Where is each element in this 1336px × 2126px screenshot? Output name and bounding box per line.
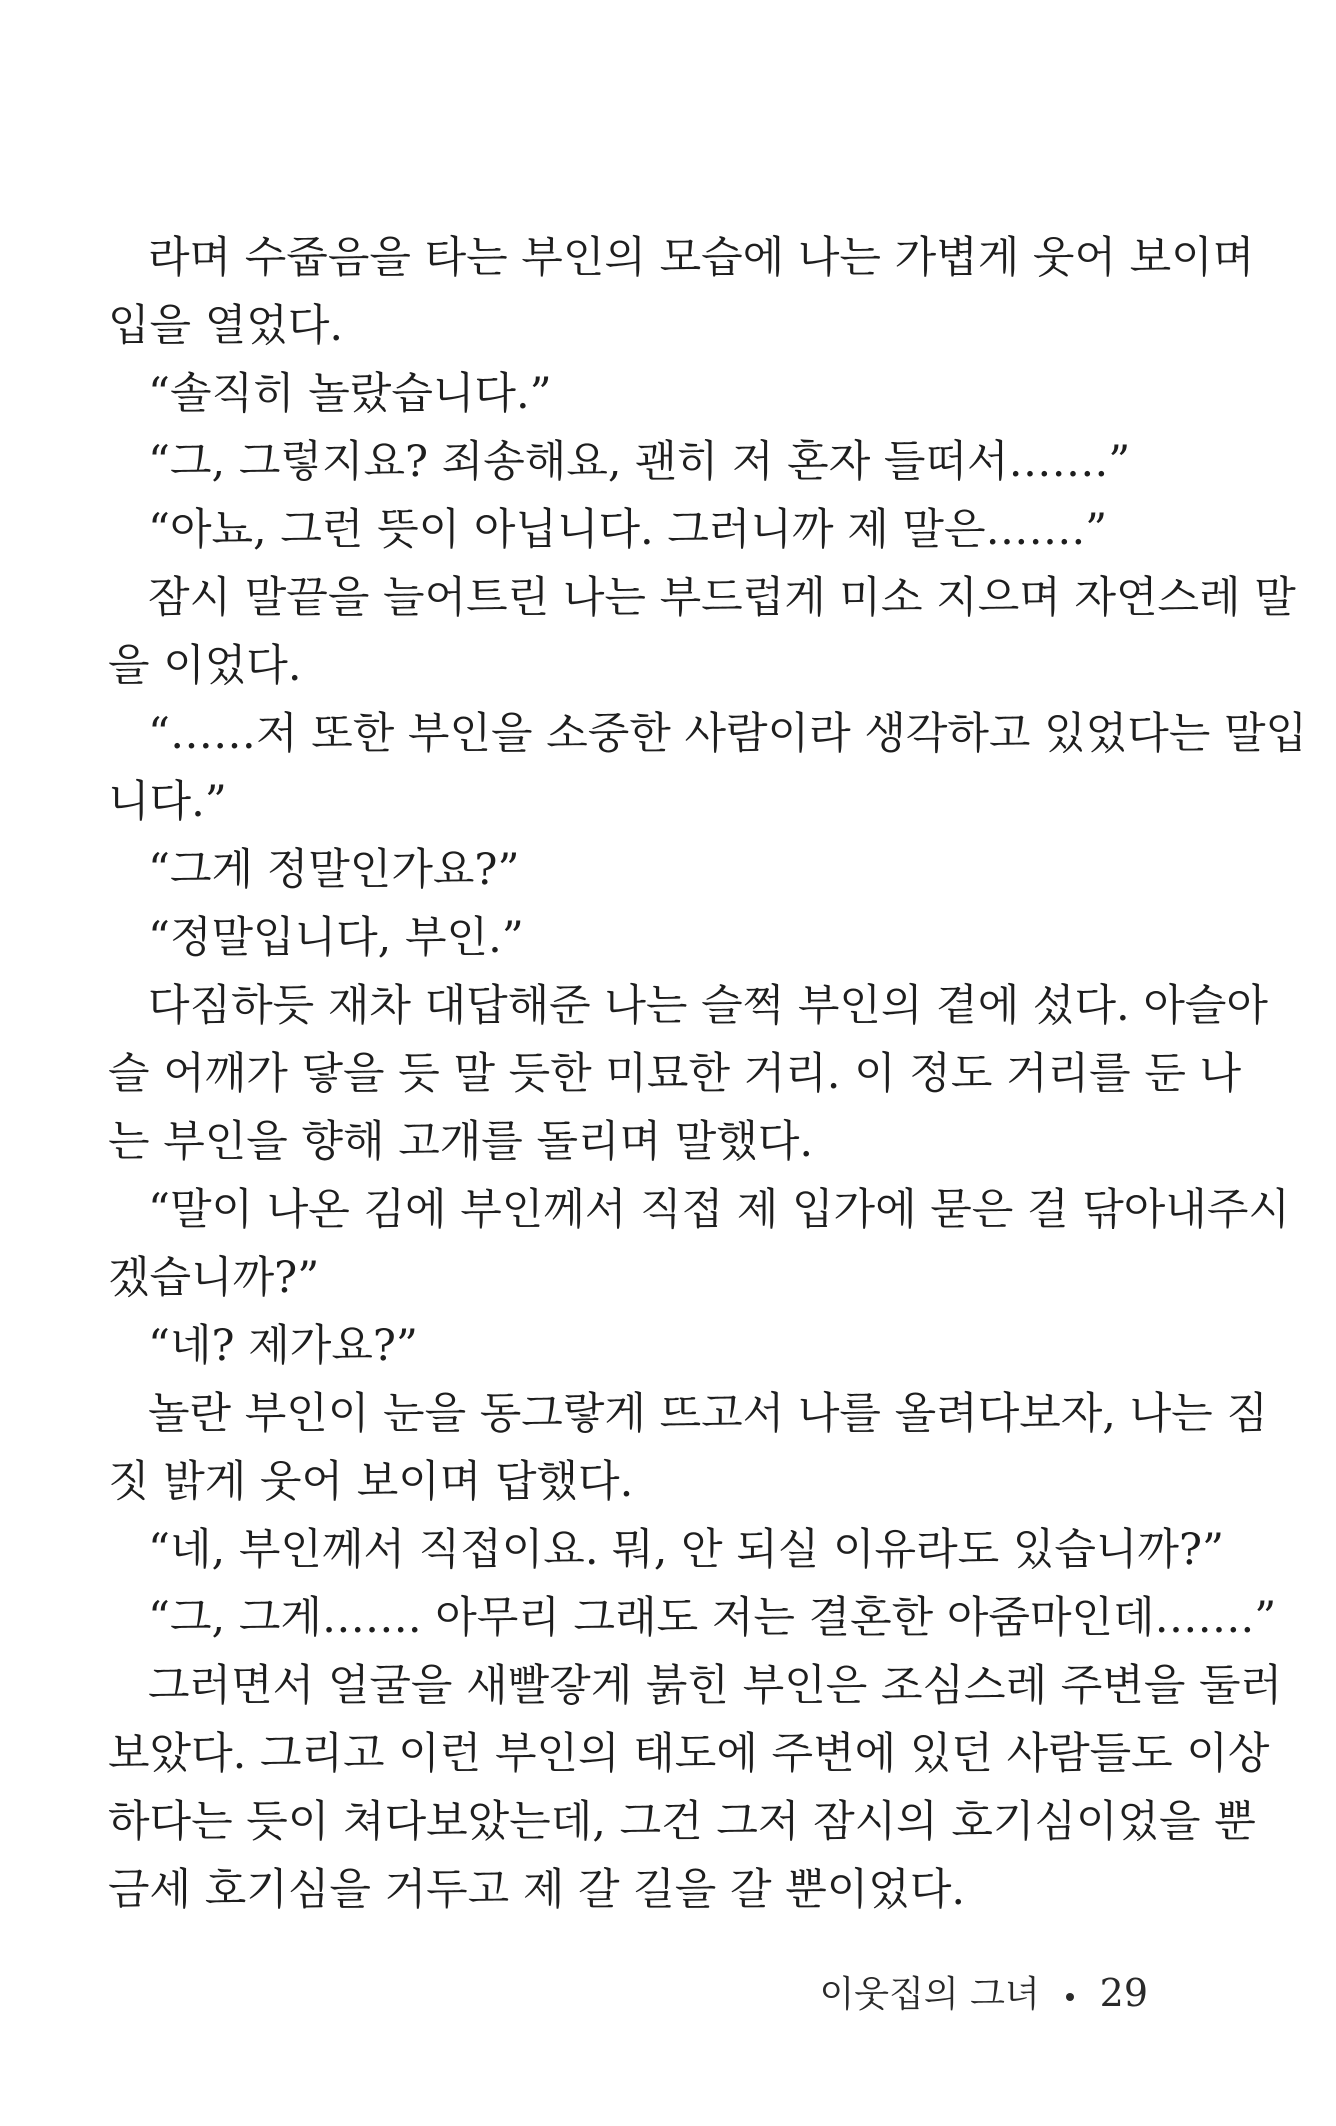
text-line: 금세 호기심을 거두고 제 갈 길을 갈 뿐이었다. (108, 1865, 966, 1915)
bullet-separator-icon (1066, 1993, 1074, 2001)
text-line: 는 부인을 향해 고개를 돌리며 말했다. (108, 1117, 814, 1167)
text-line: 겠습니까?” (108, 1253, 320, 1303)
running-title: 이웃집의 그녀 (819, 1974, 1040, 2015)
text-line: 놀란 부인이 눈을 동그랗게 뜨고서 나를 올려다보자, 나는 짐 (148, 1389, 1268, 1439)
text-line: 그러면서 얼굴을 새빨갛게 붉힌 부인은 조심스레 주변을 둘러 (148, 1661, 1283, 1711)
text-line: “그, 그렇지요? 죄송해요, 괜히 저 혼자 들떠서…….” (148, 437, 1131, 487)
page-footer (820, 1968, 1148, 2020)
text-line: “네? 제가요?” (148, 1321, 418, 1371)
text-line: “아뇨, 그런 뜻이 아닙니다. 그러니까 제 말은…….” (148, 505, 1108, 555)
text-line: 하다는 듯이 쳐다보았는데, 그건 그저 잠시의 호기심이었을 뿐 (108, 1797, 1256, 1847)
text-line: “그게 정말인가요?” (148, 845, 520, 895)
text-line: 라며 수줍음을 타는 부인의 모습에 나는 가볍게 웃어 보이며 (148, 233, 1255, 283)
text-line: 짓 밝게 웃어 보이며 답했다. (108, 1457, 634, 1507)
text-line: 슬 어깨가 닿을 듯 말 듯한 미묘한 거리. 이 정도 거리를 둔 나 (108, 1049, 1242, 1099)
text-line: “……저 또한 부인을 소중한 사람이라 생각하고 있었다는 말입 (148, 709, 1308, 759)
text-line: 입을 열었다. (108, 301, 344, 351)
text-line: 을 이었다. (108, 641, 302, 691)
text-line: “네, 부인께서 직접이요. 뭐, 안 되실 이유라도 있습니까?” (148, 1525, 1225, 1575)
text-line: “말이 나온 김에 부인께서 직접 제 입가에 묻은 걸 닦아내주시 (148, 1185, 1290, 1235)
text-line: 다짐하듯 재차 대답해준 나는 슬쩍 부인의 곁에 섰다. 아슬아 (148, 981, 1268, 1031)
text-line: 잠시 말끝을 늘어트린 나는 부드럽게 미소 지으며 자연스레 말 (148, 573, 1296, 623)
page-number: 29 (1099, 1971, 1148, 2015)
text-line: “그, 그게……. 아무리 그래도 저는 결혼한 아줌마인데…….” (148, 1593, 1277, 1643)
text-line: “솔직히 놀랐습니다.” (148, 369, 552, 419)
text-line: 보았다. 그리고 이런 부인의 태도에 주변에 있던 사람들도 이상 (108, 1729, 1270, 1779)
text-line: “정말입니다, 부인.” (148, 913, 524, 963)
text-line: 니다.” (108, 777, 227, 827)
